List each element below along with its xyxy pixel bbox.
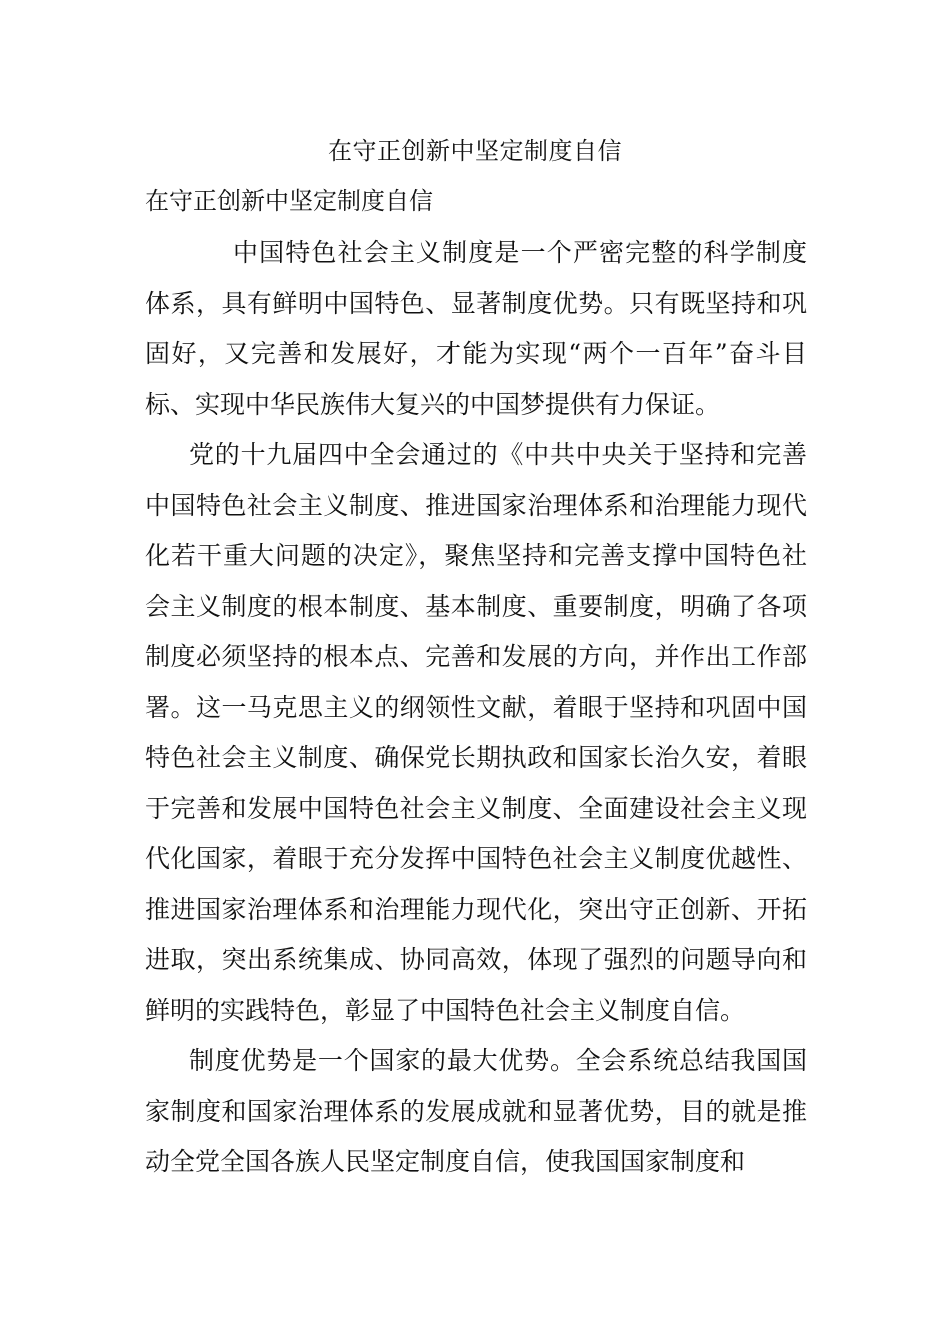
document-subtitle: 在守正创新中坚定制度自信 [145,187,433,215]
paragraph-2: 党的十九届四中全会通过的《中共中央关于坚持和完善中国特色社会主义制度、推进国家治理体系和治理能力现代化若干重大问题的决定》，聚焦坚持和完善支撑中国特色社会主义制度的根本制度、基本制度、重要制度，明确了各项制度必须坚持的根本点、完善和发展的方向，并作出工作部署。这一马克思主义的纲领性文献，着眼于坚持和巩固中国特色社会主义制度、确保党长期执政和国家长治久安，着眼于完善和发展中国特色社会主义制度、全面建设社会主义现代化国家，着眼于充分发挥中国特色社会主义制度优越性、推进国家治理体系和治理能力现代化，突出守正创新、开拓进取，突出系统集成、协同高效，体现了强烈的问题导向和鲜明的实践特色，彰显了中国特色社会主义制度自信。 [145,440,807,1025]
paragraph-3: 制度优势是一个国家的最大优势。全会系统总结我国国家制度和国家治理体系的发展成就和显著优势，目的就是推动全党全国各族人民坚定制度自信，使我国国家制度和 [145,1046,807,1176]
paragraph-1: 中国特色社会主义制度是一个严密完整的科学制度体系，具有鲜明中国特色、显著制度优势。只有既坚持和巩固好，又完善和发展好，才能为实现“两个一百年”奋斗目标、实现中华民族伟大复兴的中国梦提供有力保证。 [145,238,807,419]
page-title: 在守正创新中坚定制度自信 [328,137,622,165]
document-body [145,228,807,1188]
